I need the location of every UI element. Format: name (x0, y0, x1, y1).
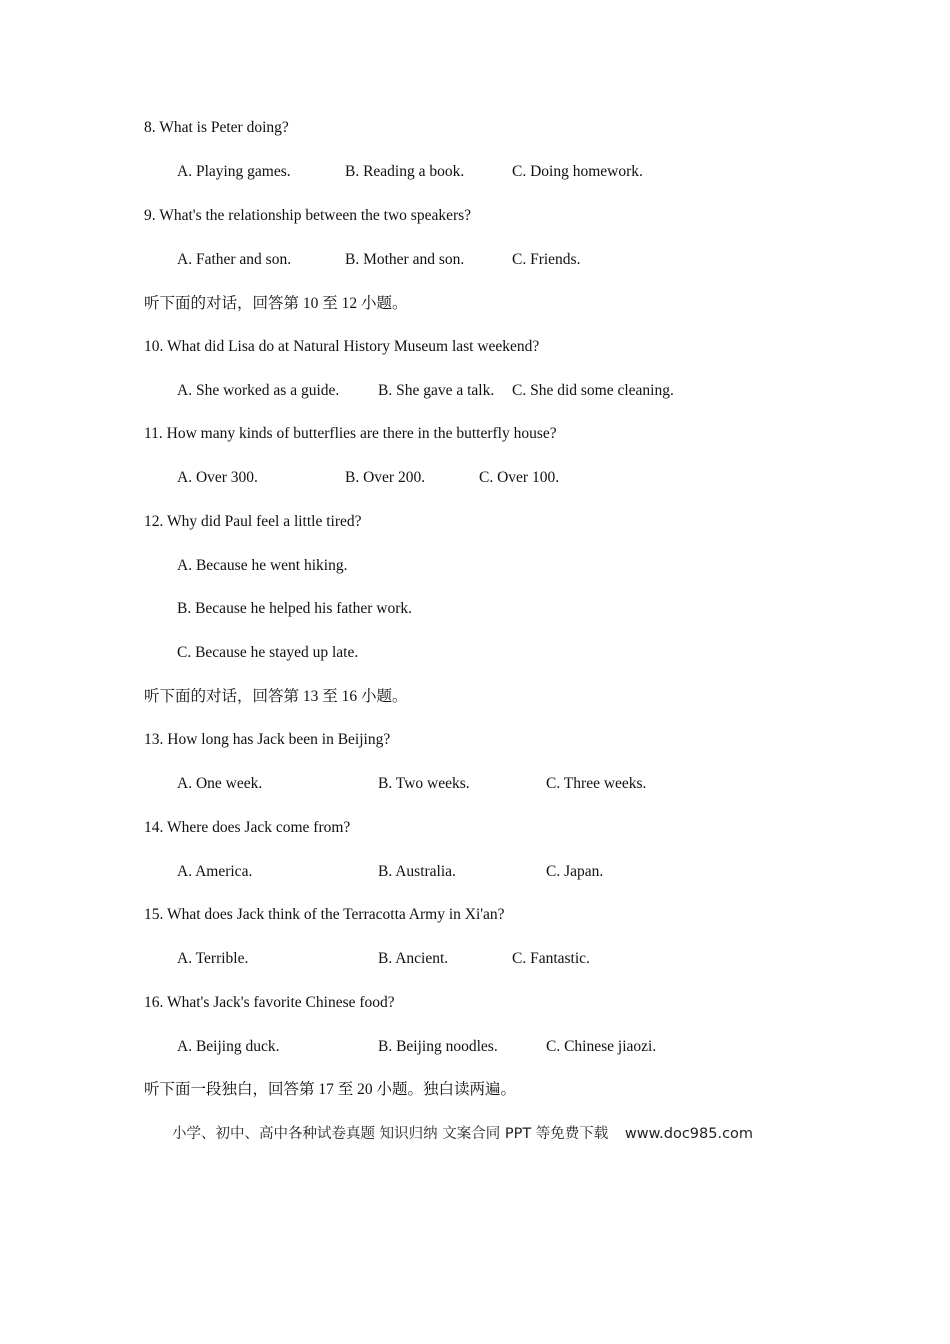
answer-option: C. Over 100. (479, 469, 560, 486)
answer-option: B. Australia. (378, 863, 456, 880)
answer-option: B. Over 200. (345, 469, 426, 486)
answer-option: B. Two weeks. (378, 775, 470, 792)
answer-option: B. Beijing noodles. (378, 1038, 498, 1055)
answer-option: B. She gave a talk. (378, 382, 495, 399)
option-line: B. Because he helped his father work. (177, 600, 413, 617)
answer-option: A. She worked as a guide. (177, 382, 340, 399)
option-line: A. Because he went hiking. (177, 557, 348, 574)
footer-text: 小学、初中、高中各种试卷真题 知识归纳 文案合同 PPT 等免费下载 (172, 1126, 609, 1142)
question-line: 12. Why did Paul feel a little tired? (144, 513, 362, 530)
answer-option: B. Mother and son. (345, 251, 465, 268)
answer-option: A. Playing games. (177, 163, 291, 180)
answer-option: C. Fantastic. (512, 950, 590, 967)
answer-option: C. Chinese jiaozi. (546, 1038, 657, 1055)
answer-option: B. Reading a book. (345, 163, 465, 180)
answer-option: A. Father and son. (177, 251, 292, 268)
answer-option: C. She did some cleaning. (512, 382, 674, 399)
answer-option: C. Japan. (546, 863, 604, 880)
question-line: 听下面的对话，回答第 10 至 12 小题。 (144, 295, 408, 312)
question-line: 9. What's the relationship between the two speakers? (144, 207, 472, 224)
question-line: 10. What did Lisa do at Natural History Museum last weekend? (144, 338, 540, 355)
answer-option: A. America. (177, 863, 253, 880)
answer-option: B. Ancient. (378, 950, 449, 967)
answer-option: C. Doing homework. (512, 163, 643, 180)
question-line: 8. What is Peter doing? (144, 119, 289, 136)
answer-option: C. Three weeks. (546, 775, 647, 792)
question-line: 听下面的对话，回答第 13 至 16 小题。 (144, 688, 408, 705)
question-line: 14. Where does Jack come from? (144, 819, 351, 836)
answer-option: A. One week. (177, 775, 263, 792)
question-line: 11. How many kinds of butterflies are there in the butterfly house? (144, 425, 557, 442)
answer-option: C. Friends. (512, 251, 581, 268)
question-line: 16. What's Jack's favorite Chinese food? (144, 994, 395, 1011)
question-line: 听下面一段独白，回答第 17 至 20 小题。独白读两遍。 (144, 1081, 517, 1098)
option-line: C. Because he stayed up late. (177, 644, 359, 661)
answer-option: A. Terrible. (177, 950, 249, 967)
answer-option: A. Beijing duck. (177, 1038, 280, 1055)
question-line: 13. How long has Jack been in Beijing? (144, 731, 391, 748)
question-line: 15. What does Jack think of the Terracotta Army in Xi'an? (144, 906, 505, 923)
answer-option: A. Over 300. (177, 469, 258, 486)
footer-watermark (172, 1122, 753, 1143)
footer-url: www.doc985.com (624, 1126, 754, 1142)
